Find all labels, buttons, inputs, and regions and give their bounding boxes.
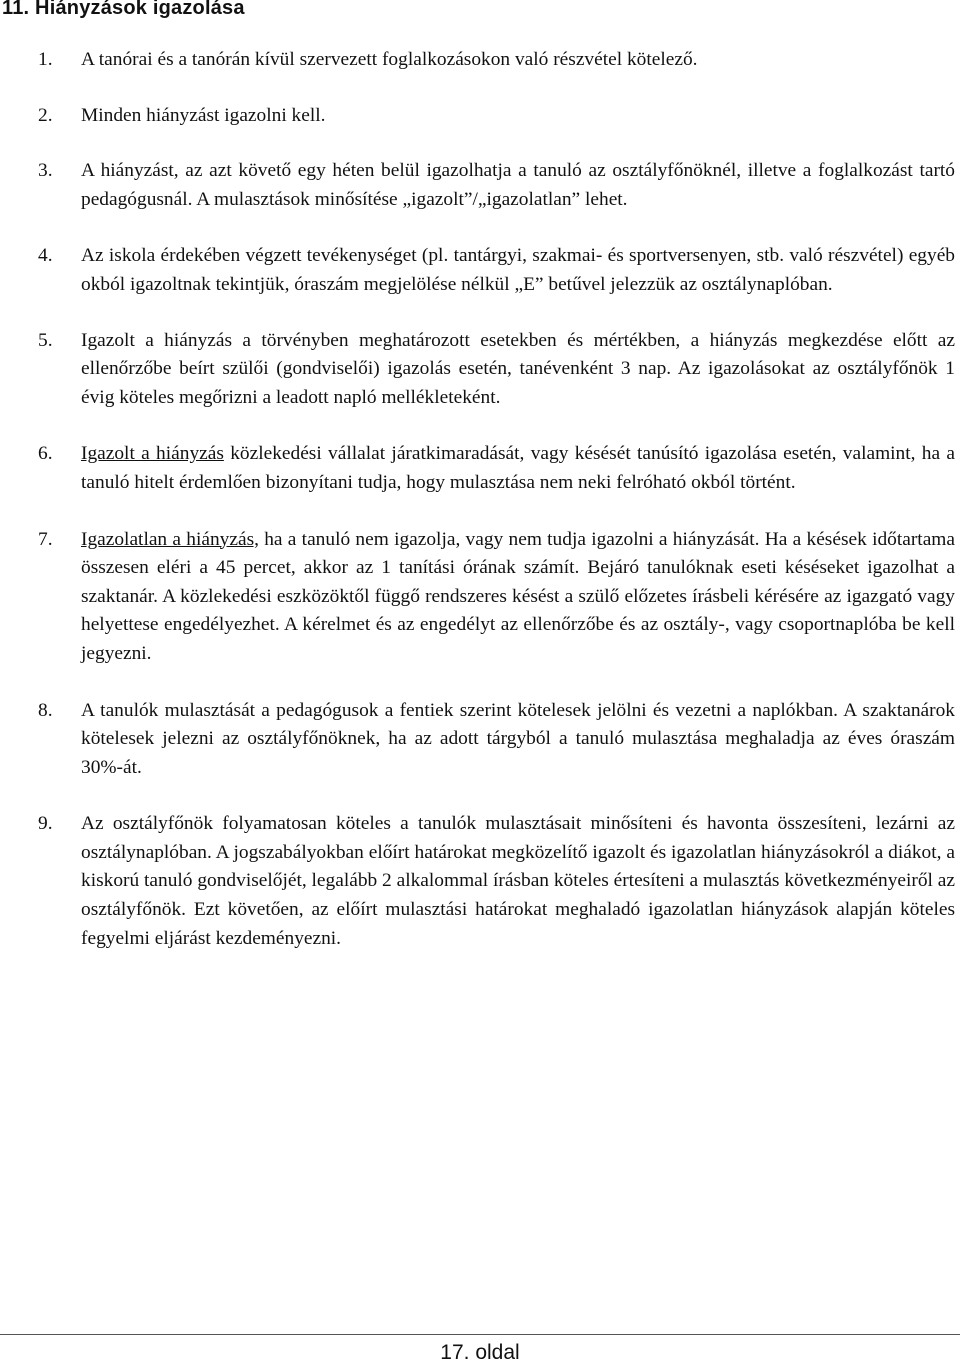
item-text xyxy=(81,697,955,783)
item-text xyxy=(81,157,955,214)
item-text-body: Az osztályfőnök folyamatosan köteles a tanulók mulasztásait minősíteni és havonta összesíteni, lezárni az osztálynaplóban. A jogszabályokban előírt határokat megközelítő igazolt és igazolatlan hiányzásokról a diákot, a kiskorú tanuló gondviselőjét, legalább 2 alkalommal írásban köteles értesíteni a mulasztás következményeiről az osztályfőnök. Ezt követően, az előírt mulasztási határokat meghaladó igazolatlan hiányzások alapján köteles fegyelmi eljárást kezdeményezni. xyxy=(81,813,955,949)
item-text-body: A tanulók mulasztását a pedagógusok a fentiek szerint kötelesek jelölni és vezetni a naplókban. A szaktanárok kötelesek jelezni az osztályfőnöknek, ha az adott tárgyból a tanuló mulasztása meghaladja az éves óraszám 30%-át. xyxy=(81,699,955,778)
item-text-body: ha a tanuló nem igazolja, vagy nem tudja igazolni a hiányzását. Ha a késések időtartama összesen eléri a 45 percet, akkor az 1 tanítási órának számít. Bejáró tanulóknak eseti késéseket igazolhat a szaktanár. A közlekedési eszközöktől függő rendszeres késést a szülő előzetes írásbeli kérésére az igazgató vagy helyettese engedélyezhet. A kérelmet és az engedélyt az ellenőrzőbe és az osztály-, vagy csoportnaplóba be kell jegyezni. xyxy=(81,528,955,664)
list-item-2 xyxy=(38,102,955,131)
list-item-8 xyxy=(38,697,955,783)
item-number: 2. xyxy=(38,104,53,126)
list-item-9 xyxy=(38,810,955,953)
list-item-4 xyxy=(38,242,955,299)
item-text xyxy=(81,46,955,75)
item-text-body: A tanórai és a tanórán kívül szervezett foglalkozásokon való részvétel kötelező. xyxy=(81,49,698,70)
item-number: 8. xyxy=(38,699,53,721)
item-text xyxy=(81,327,955,413)
item-text-body: Igazolt a hiányzás a törvényben meghatározott esetekben és mértékben, a hiányzás megkezdése előtt az ellenőrzőbe beírt szülői (gondviselői) igazolás esetén, tanévenként 3 nap. Az igazolásokat az osztályfőnök 1 évig köteles megőrizni a leadott napló mellékleteként. xyxy=(81,329,955,408)
item-text xyxy=(81,102,955,131)
section-heading: 11. Hiányzások igazolása xyxy=(2,0,245,19)
list-item-6 xyxy=(38,440,955,497)
page-number: 17. oldal xyxy=(440,1341,520,1364)
item-text-body: közlekedési vállalat járatkimaradását, vagy késését tanúsító igazolása esetén, valamint, ha a tanuló hitelt érdemlően bizonyítani tudja, hogy mulasztása nem neki felróható okból történt. xyxy=(81,443,955,493)
item-number: 6. xyxy=(38,443,53,465)
list-item-5 xyxy=(38,327,955,413)
item-number: 9. xyxy=(38,813,53,835)
item-text-body: Minden hiányzást igazolni kell. xyxy=(81,104,326,126)
item-number: 7. xyxy=(38,528,53,550)
item-number: 5. xyxy=(38,329,53,351)
item-text xyxy=(81,440,955,497)
item-text xyxy=(81,242,955,299)
item-text-body: Az iskola érdekében végzett tevékenységet (pl. tantárgyi, szakmai- és sportversenyen, stb. való részvétel) egyéb okból igazoltnak tekintjük, óraszám megjelölése nélkül „E” betűvel jelezzük az osztálynaplóban. xyxy=(81,245,955,295)
item-text xyxy=(81,810,955,953)
list-item-1 xyxy=(38,46,955,75)
item-number: 1. xyxy=(38,49,53,70)
underlined-lead: Igazolatlan a hiányzás, xyxy=(81,528,259,550)
underlined-lead: Igazolt a hiányzás xyxy=(81,443,224,465)
item-number: 3. xyxy=(38,160,53,182)
footer-divider xyxy=(0,1334,960,1335)
item-text xyxy=(81,526,955,669)
list-item-3 xyxy=(38,157,955,214)
item-number: 4. xyxy=(38,245,53,267)
item-text-body: A hiányzást, az azt követő egy héten belül igazolhatja a tanuló az osztályfőnöknél, illetve a foglalkozást tartó pedagógusnál. A mulasztások minősítése „igazolt”/„igazolatlan” lehet. xyxy=(81,160,955,210)
rules-list xyxy=(38,46,955,953)
list-item-7 xyxy=(38,526,955,669)
